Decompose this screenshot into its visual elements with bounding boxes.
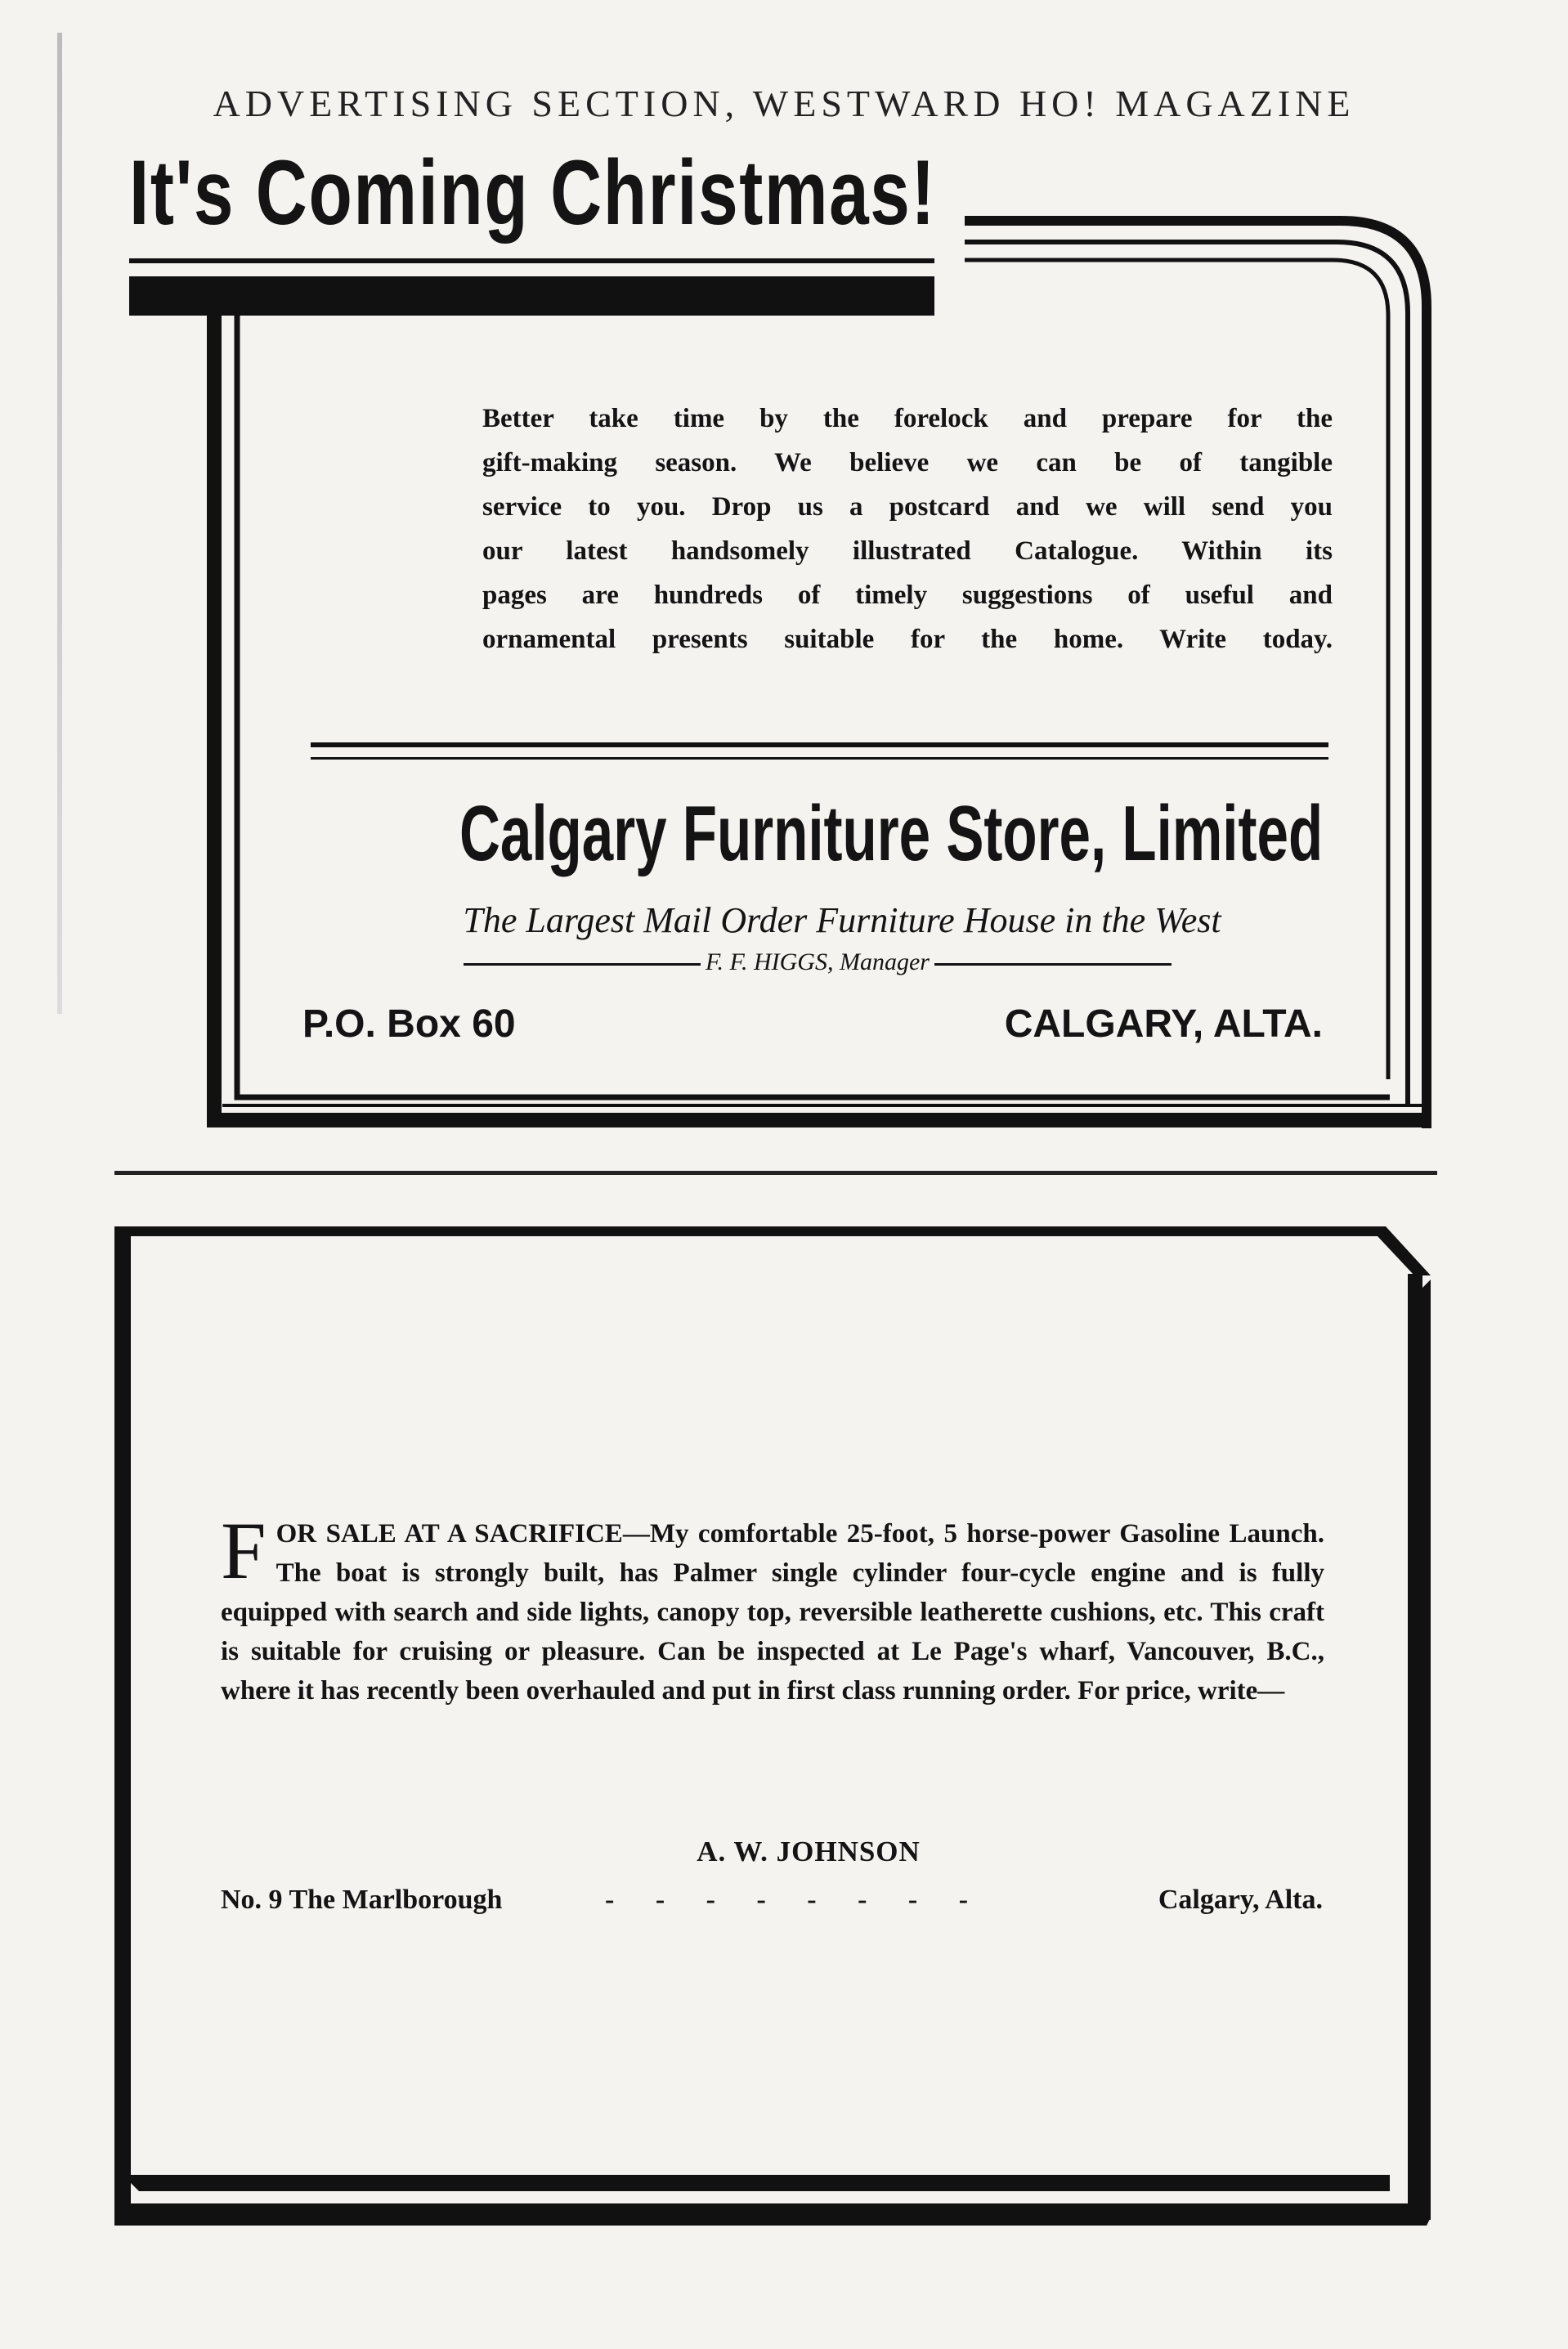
- body-line: service to you. Drop us a postcard and we will send you: [482, 492, 1333, 522]
- body-line: ornamental presents suitable for the home. Write today.: [482, 625, 1333, 654]
- body-line: pages are hundreds of timely suggestions of useful and: [482, 581, 1333, 610]
- sale-lead: OR SALE AT A SACRIFICE: [276, 1519, 623, 1549]
- body-line: our latest handsomely illustrated Catalogue. Within its: [482, 536, 1333, 566]
- seller-city: Calgary, Alta.: [1158, 1885, 1323, 1915]
- store-name: Calgary Furniture Store, Limited: [459, 790, 1324, 877]
- sale-body: —My comfortable 25-foot, 5 horse-power Gasoline Launch. The boat is strongly built, has Palmer single cylinder four-cycle engine and is fully equipped with search and side lights, canopy top, reversible leatherette cushions, etc. This craft is suitable for cruising or pleasure. Can be inspected at Le Page's wharf, Vancouver, B.C., where it has recently been overhauled and put in first class running order. For price, write—: [221, 1519, 1324, 1706]
- furniture-ad-body: [482, 397, 1333, 661]
- store-tagline: The Largest Mail Order Furniture House in the West: [463, 900, 1221, 940]
- page-header: ADVERTISING SECTION, WESTWARD HO! MAGAZINE: [213, 83, 1355, 124]
- seller-name: A. W. JOHNSON: [697, 1836, 921, 1867]
- po-box: P.O. Box 60: [302, 1002, 516, 1046]
- leader-dashes: - - - - - - - -: [605, 1885, 969, 1915]
- seller-address: No. 9 The Marlborough: [221, 1885, 503, 1915]
- store-city: CALGARY, ALTA.: [1004, 1002, 1323, 1046]
- section-separator: [114, 1171, 1437, 1175]
- divider-rule: [311, 757, 1328, 760]
- ad-headline: It's Coming Christmas!: [129, 141, 937, 244]
- sale-ad-body: [221, 1505, 1324, 1710]
- store-manager: F. F. HIGGS, Manager: [388, 948, 1247, 976]
- body-line: gift-making season. We believe we can be of tangible: [482, 448, 1333, 477]
- drop-cap: F: [221, 1505, 267, 1596]
- divider-rule: [311, 742, 1328, 747]
- body-line: Better take time by the forelock and prepare for the: [482, 404, 1333, 433]
